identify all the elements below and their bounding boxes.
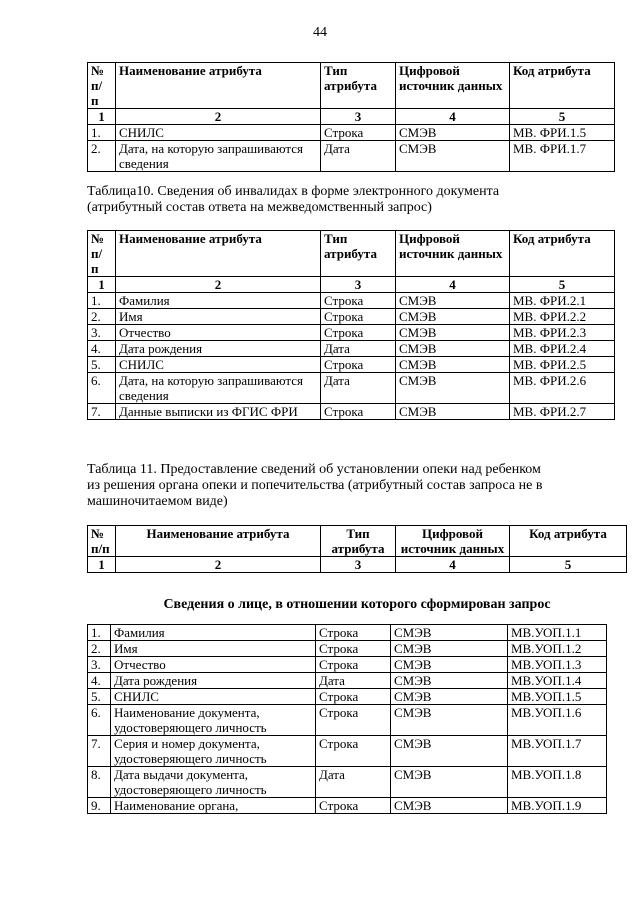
row-number: 5. bbox=[88, 689, 111, 705]
row-data-source: СМЭВ bbox=[396, 125, 510, 141]
row-attribute-code: МВ.УОП.1.4 bbox=[508, 673, 607, 689]
column-number-row bbox=[88, 277, 615, 293]
row-attribute-type: Строка bbox=[321, 125, 396, 141]
row-attribute-code: МВ.УОП.1.2 bbox=[508, 641, 607, 657]
header-name: Наименование атрибута bbox=[116, 526, 321, 557]
col-num: 2 bbox=[116, 109, 321, 125]
row-number: 5. bbox=[88, 357, 116, 373]
table-row bbox=[88, 293, 615, 309]
row-number: 3. bbox=[88, 657, 111, 673]
row-data-source: СМЭВ bbox=[391, 705, 508, 736]
row-attribute-type: Строка bbox=[316, 705, 391, 736]
table-row bbox=[88, 798, 607, 814]
row-attribute-name: Имя bbox=[116, 309, 321, 325]
row-attribute-name: СНИЛС bbox=[116, 125, 321, 141]
table-guardianship-person bbox=[87, 624, 607, 814]
row-attribute-code: МВ.УОП.1.8 bbox=[508, 767, 607, 798]
col-num: 1 bbox=[88, 557, 116, 573]
table-row bbox=[88, 736, 607, 767]
header-type: Тип атрибута bbox=[321, 231, 396, 277]
row-attribute-code: МВ.УОП.1.9 bbox=[508, 798, 607, 814]
row-attribute-type: Дата bbox=[321, 341, 396, 357]
header-source: Цифровой источник данных bbox=[396, 231, 510, 277]
row-attribute-type: Дата bbox=[316, 767, 391, 798]
row-number: 2. bbox=[88, 141, 116, 172]
col-num: 3 bbox=[321, 557, 396, 573]
header-source: Цифровой источник данных bbox=[396, 63, 510, 109]
table-row bbox=[88, 357, 615, 373]
row-data-source: СМЭВ bbox=[396, 404, 510, 420]
row-attribute-name: Наименование документа, удостоверяющего личность bbox=[111, 705, 316, 736]
table-header-row bbox=[88, 231, 615, 277]
row-attribute-code: МВ. ФРИ.2.2 bbox=[510, 309, 615, 325]
row-attribute-code: МВ.УОП.1.3 bbox=[508, 657, 607, 673]
row-attribute-type: Строка bbox=[316, 689, 391, 705]
col-num: 3 bbox=[321, 109, 396, 125]
table-row bbox=[88, 657, 607, 673]
row-number: 2. bbox=[88, 641, 111, 657]
row-attribute-code: МВ. ФРИ.2.4 bbox=[510, 341, 615, 357]
row-attribute-name: СНИЛС bbox=[116, 357, 321, 373]
table-row bbox=[88, 767, 607, 798]
row-number: 1. bbox=[88, 125, 116, 141]
row-attribute-name: Дата, на которую запрашиваются сведения bbox=[116, 373, 321, 404]
row-attribute-code: МВ. ФРИ.1.5 bbox=[510, 125, 615, 141]
row-number: 3. bbox=[88, 325, 116, 341]
row-attribute-code: МВ.УОП.1.5 bbox=[508, 689, 607, 705]
table-header-row bbox=[88, 526, 627, 557]
row-attribute-type: Строка bbox=[316, 641, 391, 657]
row-data-source: СМЭВ bbox=[396, 357, 510, 373]
row-number: 1. bbox=[88, 625, 111, 641]
row-attribute-code: МВ.УОП.1.1 bbox=[508, 625, 607, 641]
row-attribute-type: Строка bbox=[321, 293, 396, 309]
row-attribute-code: МВ. ФРИ.2.1 bbox=[510, 293, 615, 309]
row-attribute-code: МВ. ФРИ.2.5 bbox=[510, 357, 615, 373]
row-data-source: СМЭВ bbox=[391, 625, 508, 641]
table-row bbox=[88, 673, 607, 689]
section-heading: Сведения о лице, в отношении которого сформирован запрос bbox=[163, 597, 551, 612]
row-attribute-name: Фамилия bbox=[111, 625, 316, 641]
col-num: 5 bbox=[510, 109, 615, 125]
page-number: 44 bbox=[313, 25, 327, 40]
header-type: Тип атрибута bbox=[321, 526, 396, 557]
row-number: 9. bbox=[88, 798, 111, 814]
col-num: 1 bbox=[88, 277, 116, 293]
header-name: Наименование атрибута bbox=[116, 63, 321, 109]
header-source: Цифровой источник данных bbox=[396, 526, 510, 557]
table-row bbox=[88, 689, 607, 705]
row-data-source: СМЭВ bbox=[391, 689, 508, 705]
row-number: 8. bbox=[88, 767, 111, 798]
row-data-source: СМЭВ bbox=[391, 657, 508, 673]
row-attribute-name: Фамилия bbox=[116, 293, 321, 309]
header-code: Код атрибута bbox=[510, 63, 615, 109]
col-num: 4 bbox=[396, 557, 510, 573]
row-number: 7. bbox=[88, 404, 116, 420]
row-attribute-code: МВ. ФРИ.1.7 bbox=[510, 141, 615, 172]
row-data-source: СМЭВ bbox=[391, 798, 508, 814]
table-attributes-response bbox=[87, 230, 615, 420]
table-row bbox=[88, 373, 615, 404]
row-attribute-name: Наименование органа, bbox=[111, 798, 316, 814]
row-attribute-type: Строка bbox=[321, 357, 396, 373]
table-row bbox=[88, 341, 615, 357]
row-attribute-name: Серия и номер документа, удостоверяющего личность bbox=[111, 736, 316, 767]
row-attribute-name: Дата рождения bbox=[116, 341, 321, 357]
row-data-source: СМЭВ bbox=[396, 373, 510, 404]
table-11-caption: Таблица 11. Предоставление сведений об установлении опеки над ребенком из решения органа опеки и попечительства (атрибутный состав запроса не в машиночитаемом виде) bbox=[87, 462, 543, 509]
row-number: 6. bbox=[88, 373, 116, 404]
row-attribute-name: СНИЛС bbox=[111, 689, 316, 705]
row-attribute-type: Дата bbox=[321, 141, 396, 172]
row-attribute-name: Данные выписки из ФГИС ФРИ bbox=[116, 404, 321, 420]
header-num: № п/ п bbox=[88, 231, 116, 277]
row-data-source: СМЭВ bbox=[391, 673, 508, 689]
row-attribute-name: Дата выдачи документа, удостоверяющего личность bbox=[111, 767, 316, 798]
row-number: 1. bbox=[88, 293, 116, 309]
row-attribute-type: Строка bbox=[316, 736, 391, 767]
table-row bbox=[88, 404, 615, 420]
table-row bbox=[88, 625, 607, 641]
row-attribute-name: Отчество bbox=[116, 325, 321, 341]
column-number-row bbox=[88, 557, 627, 573]
row-data-source: СМЭВ bbox=[396, 341, 510, 357]
row-attribute-code: МВ. ФРИ.2.6 bbox=[510, 373, 615, 404]
row-data-source: СМЭВ bbox=[396, 293, 510, 309]
row-attribute-type: Строка bbox=[321, 404, 396, 420]
table-10-caption: Таблица10. Сведения об инвалидах в форме электронного документа (атрибутный состав ответа на межведомственный запрос) bbox=[87, 184, 500, 215]
table-row bbox=[88, 641, 607, 657]
col-num: 3 bbox=[321, 277, 396, 293]
row-attribute-code: МВ.УОП.1.6 bbox=[508, 705, 607, 736]
table-row bbox=[88, 325, 615, 341]
table-attributes-request bbox=[87, 62, 615, 172]
row-attribute-type: Строка bbox=[316, 798, 391, 814]
row-number: 6. bbox=[88, 705, 111, 736]
row-number: 4. bbox=[88, 341, 116, 357]
table-header-row bbox=[88, 63, 615, 109]
row-data-source: СМЭВ bbox=[396, 325, 510, 341]
table-row bbox=[88, 705, 607, 736]
row-attribute-code: МВ. ФРИ.2.7 bbox=[510, 404, 615, 420]
row-attribute-code: МВ. ФРИ.2.3 bbox=[510, 325, 615, 341]
row-data-source: СМЭВ bbox=[391, 736, 508, 767]
row-attribute-code: МВ.УОП.1.7 bbox=[508, 736, 607, 767]
row-attribute-type: Дата bbox=[316, 673, 391, 689]
row-attribute-name: Отчество bbox=[111, 657, 316, 673]
col-num: 5 bbox=[510, 557, 627, 573]
col-num: 1 bbox=[88, 109, 116, 125]
table-row bbox=[88, 309, 615, 325]
row-number: 4. bbox=[88, 673, 111, 689]
row-attribute-type: Строка bbox=[321, 325, 396, 341]
row-attribute-type: Строка bbox=[316, 657, 391, 673]
table-row bbox=[88, 125, 615, 141]
row-data-source: СМЭВ bbox=[391, 767, 508, 798]
row-number: 2. bbox=[88, 309, 116, 325]
row-attribute-type: Строка bbox=[321, 309, 396, 325]
row-attribute-name: Имя bbox=[111, 641, 316, 657]
row-data-source: СМЭВ bbox=[396, 309, 510, 325]
header-num: № п/п bbox=[88, 526, 116, 557]
header-code: Код атрибута bbox=[510, 526, 627, 557]
header-name: Наименование атрибута bbox=[116, 231, 321, 277]
column-number-row bbox=[88, 109, 615, 125]
row-attribute-type: Дата bbox=[321, 373, 396, 404]
row-attribute-type: Строка bbox=[316, 625, 391, 641]
col-num: 4 bbox=[396, 109, 510, 125]
row-data-source: СМЭВ bbox=[391, 641, 508, 657]
col-num: 5 bbox=[510, 277, 615, 293]
row-attribute-name: Дата, на которую запрашиваются сведения bbox=[116, 141, 321, 172]
header-num: № п/ п bbox=[88, 63, 116, 109]
col-num: 2 bbox=[116, 557, 321, 573]
col-num: 4 bbox=[396, 277, 510, 293]
table-guardianship-header bbox=[87, 525, 627, 573]
header-type: Тип атрибута bbox=[321, 63, 396, 109]
row-data-source: СМЭВ bbox=[396, 141, 510, 172]
col-num: 2 bbox=[116, 277, 321, 293]
header-code: Код атрибута bbox=[510, 231, 615, 277]
table-row bbox=[88, 141, 615, 172]
row-number: 7. bbox=[88, 736, 111, 767]
row-attribute-name: Дата рождения bbox=[111, 673, 316, 689]
